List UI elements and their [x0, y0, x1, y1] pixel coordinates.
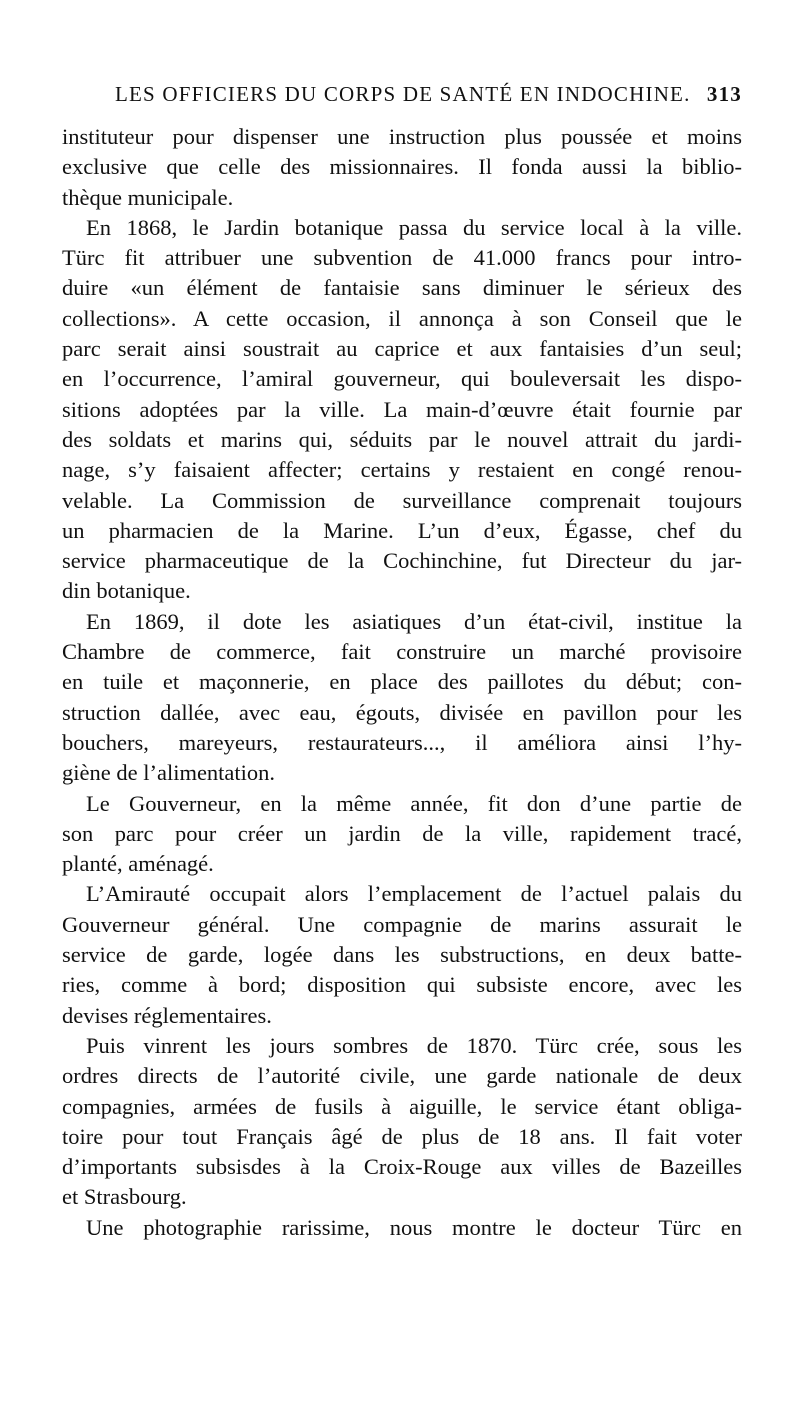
text-line: velable. La Commission de surveillance comprenait toujours	[62, 487, 742, 513]
text-line: En 1869, il dote les asiatiques d’un état-civil, institue la	[86, 608, 742, 634]
text-line: Gouverneur général. Une compagnie de marins assurait le	[62, 911, 742, 937]
book-page	[62, 82, 742, 1243]
text-line: Chambre de commerce, fait construire un marché provisoire	[62, 639, 742, 665]
paragraph	[62, 789, 742, 880]
running-title: LES OFFICIERS DU CORPS DE SANTÉ EN INDOCHINE.	[115, 82, 691, 106]
text-line: exclusive que celle des missionnaires. Il fonda aussi la biblio-	[62, 154, 742, 180]
text-line: planté, aménagé.	[62, 851, 214, 877]
text-line: Türc fit attribuer une subvention de 41.000 francs pour intro-	[62, 245, 742, 271]
text-line: Une photographie rarissime, nous montre le docteur Türc en	[86, 1214, 742, 1240]
text-line: struction dallée, avec eau, égouts, divisée en pavillon pour les	[62, 699, 742, 725]
text-line: ries, comme à bord; disposition qui subsiste encore, avec les	[62, 972, 742, 998]
text-line: bouchers, mareyeurs, restaurateurs..., il améliora ainsi l’hy-	[62, 729, 742, 755]
text-line: giène de l’alimentation.	[62, 760, 276, 786]
text-line: parc serait ainsi soustrait au caprice et aux fantaisies d’un seul;	[62, 336, 742, 362]
body-text	[62, 122, 742, 1243]
text-line: nage, s’y faisaient affecter; certains y restaient en congé renou-	[62, 457, 742, 483]
paragraph	[62, 1031, 742, 1213]
text-line: En 1868, le Jardin botanique passa du service local à la ville.	[86, 214, 742, 240]
paragraph	[62, 1213, 742, 1243]
text-line: L’Amirauté occupait alors l’emplacement de l’actuel palais du	[86, 881, 742, 907]
text-line: des soldats et marins qui, séduits par le nouvel attrait du jardi-	[62, 426, 742, 452]
text-line: devises réglementaires.	[62, 1002, 272, 1028]
text-line: din botanique.	[62, 578, 191, 604]
running-header	[62, 82, 742, 122]
text-line: d’importants subsisdes à la Croix-Rouge aux villes de Bazeilles	[62, 1154, 742, 1180]
text-line: service pharmaceutique de la Cochinchine, fut Directeur du jar-	[62, 548, 742, 574]
text-line: toire pour tout Français âgé de plus de 18 ans. Il fait voter	[62, 1123, 742, 1149]
text-line: duire «un élément de fantaisie sans diminuer le sérieux des	[62, 275, 742, 301]
text-line: sitions adoptées par la ville. La main-d’œuvre était fournie par	[62, 396, 742, 422]
paragraph	[62, 879, 742, 1030]
paragraph	[62, 213, 742, 607]
text-line: et Strasbourg.	[62, 1184, 187, 1210]
text-line: son parc pour créer un jardin de la ville, rapidement tracé,	[62, 820, 742, 846]
text-line: compagnies, armées de fusils à aiguille, le service étant obliga-	[62, 1093, 742, 1119]
paragraph	[62, 607, 742, 789]
text-line: ordres directs de l’autorité civile, une garde nationale de deux	[62, 1063, 742, 1089]
text-line: thèque municipale.	[62, 184, 234, 210]
text-line: instituteur pour dispenser une instruction plus poussée et moins	[62, 124, 742, 149]
text-line: en l’occurrence, l’amiral gouverneur, qui bouleversait les dispo-	[62, 366, 742, 392]
page-number: 313	[706, 82, 742, 106]
text-line: Puis vinrent les jours sombres de 1870. Türc crée, sous les	[86, 1032, 742, 1058]
text-line: collections». A cette occasion, il annonça à son Conseil que le	[62, 305, 742, 331]
text-line: service de garde, logée dans les substructions, en deux batte-	[62, 942, 742, 968]
text-line: en tuile et maçonnerie, en place des paillotes du début; con-	[62, 669, 742, 695]
text-line: un pharmacien de la Marine. L’un d’eux, Égasse, chef du	[62, 517, 742, 543]
paragraph	[62, 122, 742, 213]
text-line: Le Gouverneur, en la même année, fit don d’une partie de	[86, 790, 742, 816]
